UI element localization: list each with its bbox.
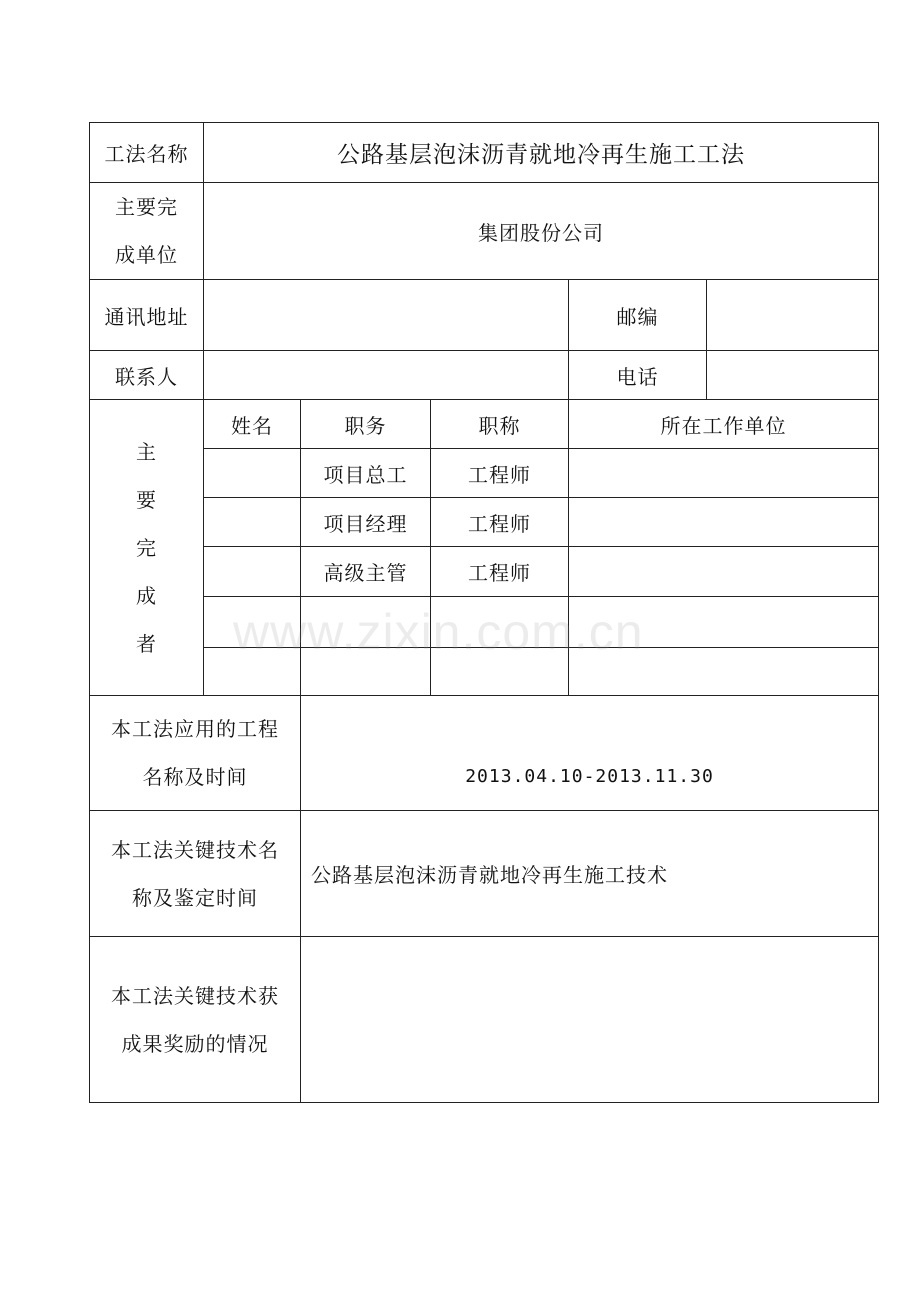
awards-label-line-2: 成果奖励的情况 — [121, 1031, 269, 1056]
completer-row — [90, 498, 879, 547]
phone-value — [707, 351, 879, 400]
completer-position: 项目总工 — [301, 449, 431, 498]
application-row — [90, 696, 879, 811]
completer-row — [90, 648, 879, 696]
key-tech-label-line-1: 本工法关键技术名 — [111, 837, 279, 862]
completer-workplace — [569, 597, 879, 648]
phone-label: 电话 — [569, 351, 707, 400]
completing-unit-value: 集团股份公司 — [204, 183, 879, 280]
completer-position — [301, 597, 431, 648]
completing-unit-label-line-1: 主要完 — [115, 195, 178, 219]
header-position: 职务 — [301, 400, 431, 449]
completer-position: 项目经理 — [301, 498, 431, 547]
contact-value — [204, 351, 569, 400]
completer-title: 工程师 — [431, 498, 569, 547]
completer-position — [301, 648, 431, 696]
application-label-line-2: 名称及时间 — [142, 765, 248, 789]
main-completers-char: 者 — [136, 631, 157, 656]
completing-unit-row — [90, 183, 879, 280]
completer-row — [90, 547, 879, 597]
completer-name — [204, 449, 301, 498]
awards-value — [301, 937, 879, 1103]
awards-label — [90, 937, 301, 1103]
main-completers-label — [90, 400, 204, 696]
completer-name — [204, 498, 301, 547]
postcode-value — [707, 280, 879, 351]
completer-workplace — [569, 648, 879, 696]
address-label: 通讯地址 — [90, 280, 204, 351]
key-tech-label — [90, 811, 301, 937]
application-value: 2013.04.10-2013.11.30 — [301, 696, 879, 811]
awards-label-line-1: 本工法关键技术获 — [111, 983, 279, 1008]
main-completers-char: 主 — [136, 439, 157, 464]
completer-name — [204, 648, 301, 696]
completers-header-row — [90, 400, 879, 449]
header-name: 姓名 — [204, 400, 301, 449]
awards-row — [90, 937, 879, 1103]
completing-unit-label — [90, 183, 204, 280]
watermark: www.zixin.com.cn — [233, 604, 644, 660]
completer-workplace — [569, 449, 879, 498]
header-workplace: 所在工作单位 — [569, 400, 879, 449]
completer-title: 工程师 — [431, 547, 569, 597]
main-completers-char: 要 — [136, 487, 157, 512]
application-form-table — [89, 122, 879, 1103]
method-name-row — [90, 123, 879, 183]
completer-workplace — [569, 498, 879, 547]
key-tech-row — [90, 811, 879, 937]
postcode-label: 邮编 — [569, 280, 707, 351]
completer-position: 高级主管 — [301, 547, 431, 597]
application-label-line-1: 本工法应用的工程 — [111, 717, 279, 741]
main-completers-char: 完 — [136, 535, 157, 560]
completer-name — [204, 547, 301, 597]
completer-workplace — [569, 547, 879, 597]
completer-row — [90, 597, 879, 648]
completer-row — [90, 449, 879, 498]
method-name-label: 工法名称 — [90, 123, 204, 183]
key-tech-value: 公路基层泡沫沥青就地冷再生施工技术 — [301, 811, 879, 937]
address-value — [204, 280, 569, 351]
address-row — [90, 280, 879, 351]
method-name-value: 公路基层泡沫沥青就地冷再生施工工法 — [204, 123, 879, 183]
header-title: 职称 — [431, 400, 569, 449]
main-completers-char: 成 — [136, 583, 157, 608]
contact-label: 联系人 — [90, 351, 204, 400]
completer-title: 工程师 — [431, 449, 569, 498]
completer-title — [431, 597, 569, 648]
completer-title — [431, 648, 569, 696]
key-tech-label-line-2: 称及鉴定时间 — [132, 885, 258, 910]
contact-row — [90, 351, 879, 400]
completer-name — [204, 597, 301, 648]
application-label — [90, 696, 301, 811]
completing-unit-label-line-2: 成单位 — [115, 243, 178, 267]
